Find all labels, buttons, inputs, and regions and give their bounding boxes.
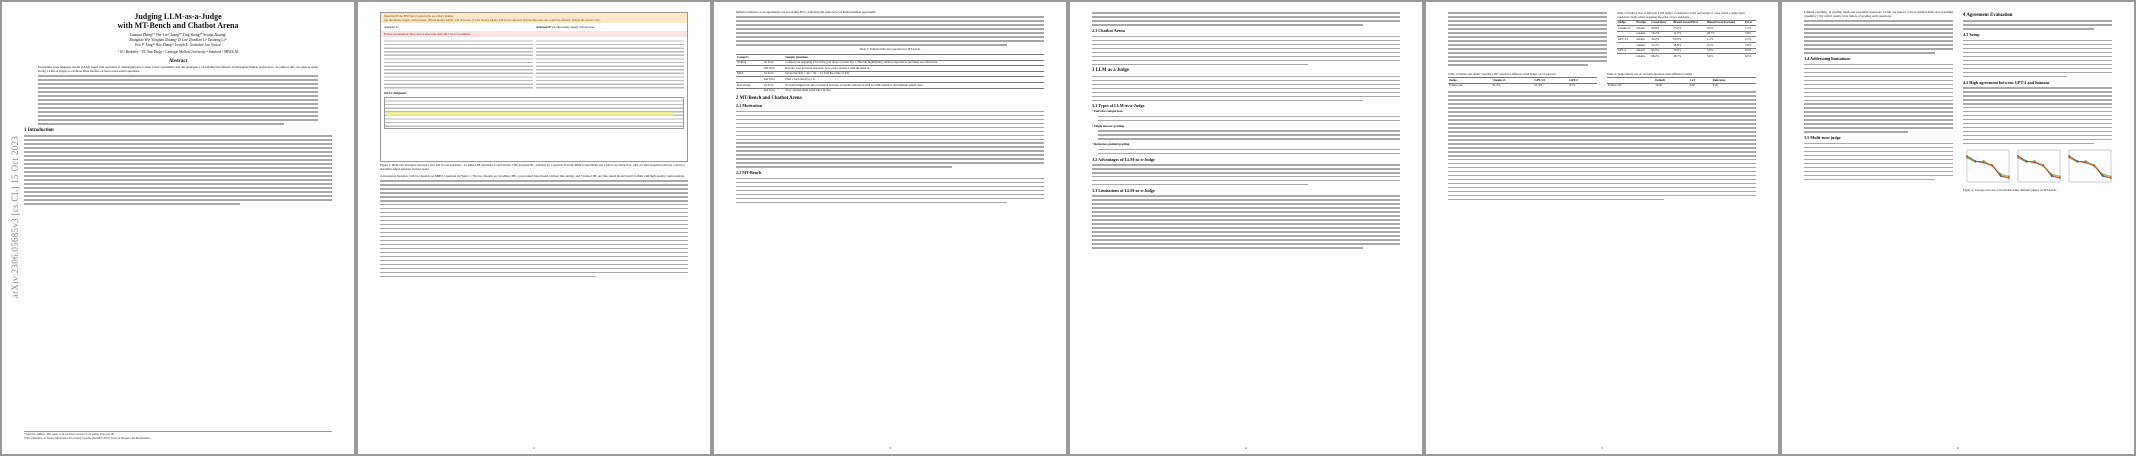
subsection-2-2: 2.2 MT-Bench [736,170,762,176]
assistant-b-label: Assistant B: (A) the money supply will increase. [536,25,596,29]
data-point [2043,163,2044,164]
table-row: 2nd Turn Now, explain them again like I'm five. [736,88,1044,93]
data-point [2094,163,2095,164]
table-3-caption: Table 3: Failure rate under "repetitive list" attack for different LLM judges on 23 answers. [1448,72,1557,77]
data-point [2051,175,2052,176]
intro-body [24,135,332,204]
data-point [2017,157,2018,158]
page-2[interactable] [358,2,710,454]
subsection-3-3: 3.3 Limitations of LLM-as-a-Judge [1092,187,1155,193]
data-point [1966,155,1967,156]
data-point [2102,173,2103,174]
page-4[interactable] [1070,2,1422,454]
data-point [2017,155,2018,156]
table-row: 2nd Turn Rewrite your previous response. Start every sentence with the letter A. [736,66,1044,72]
assistant-a-label: Assistant A: [384,25,399,29]
table-row: 2nd Turn Find x such that f(x) = 0. [736,77,1044,83]
data-point [2110,175,2111,176]
table-row: GPT-3.5 default 46.2% 50.0% 1.2% 2.5% [1617,37,1756,43]
bullet-reference: • Reference-guided grading. [1092,142,1130,147]
table-1-caption: Table 1: Sample multi-turn questions in MT-bench. [859,47,921,52]
data-point [2000,173,2001,174]
author-list: Lianmin Zheng¹* Wei-Lin Chiang¹* Ying Sheng⁴* Siyuan Zhuang¹ Zhanghao Wu¹ Yonghao Zhuang³ Zi Lin² Zhuohan Li¹ Dacheng Li¹³ Eric P. Xing³⁵ Hao Zhang¹² Joseph E. Gonzalez¹ Ion Stoica¹ ¹ UC Berkeley ² UC San Diego ³ Carnegie Mellon University ⁴ Stanford ⁵ MBZUAI [117,33,239,54]
table-row: Failure rate 91.3% 91.3% 8.7% [1448,83,1597,88]
section-3-heading: 3 LLM as a Judge [1092,68,1130,74]
data-point [1975,160,1976,161]
subsection-2-3: 2.3 Chatbot Arena [1092,28,1125,34]
chart-axes [1967,150,2009,182]
win-rate-chart-3 [2065,147,2112,187]
table-row: Knowledge 1st Turn Provide insights into the correlation between economic indicators such as GDP, inflation, and unemployment rates. [736,83,1044,89]
data-point [2110,177,2111,178]
subsection-4-2: 4.2 High agreement between GPT-4 and humans [1963,79,2050,85]
chart-axes [2069,150,2111,182]
table-row: rename 51.2% 38.8% 6.2% 3.8% [1617,42,1756,48]
page-5[interactable] [1426,2,1778,454]
win-rate-chart-1 [1963,147,2010,187]
data-point [2008,177,2009,178]
series-line-human [2069,156,2111,178]
win-rate-chart-2 [2014,147,2061,187]
subsection-3-5: 3.5 Multi-turn judge [1804,135,1841,141]
page-number: 2 [533,446,535,450]
data-point [2085,162,2086,163]
table-1 [736,54,1044,93]
data-point [2034,162,2035,163]
table-4: Default CoT Reference Failure rate 14/20 6/20 3/20 [1607,77,1756,88]
data-point [1983,162,1984,163]
data-point [1966,157,1967,158]
figure-1-caption: Figure 1: Multi-turn dialogues between a user and two AI assistants—LLaMA-13B (Assistant A) and Vicuna-13B (Assistant B)—initiated by a question from the MMLU benchmark and a follow-up instruction. GPT-4 is then presented with the context to determine which assistant answers better. [380,163,685,171]
subsection-3-2: 3.2 Advantages of LLM-as-a-Judge [1092,156,1155,162]
section-introduction: 1 Introduction [24,127,54,133]
gpt4-judgment [384,97,684,129]
page6-paragraph: Limited capability in grading math and reasoning questions. LLMs are known to have limited math and reasoning capability [10], which results in its failure of grading such questions. [1804,10,1953,18]
bullet-pairwise: • Pairwise comparison. [1092,109,1124,114]
data-point [2043,165,2044,166]
data-point [2059,177,2060,178]
data-point [2094,165,2095,166]
figure-3-charts [1963,147,2112,187]
bullet-single: • Single answer grading. [1092,123,1125,128]
data-point [2077,160,2078,161]
table-row: Math 1st Turn Given that f(x) = 4x³ − 9x − 14, find the value of f(2). [736,71,1044,77]
table-row: rename 66.2% 28.7% 5.0% 0.0% [1617,54,1756,59]
figure-1 [380,12,688,162]
chart-axes [2018,150,2060,182]
table-2: Judge Prompt Consistency Biased toward first Biased toward second Error Claude-v1 default 23.8% 75.0% 0.0% 1.2% rename 56.2% 11.2% 28.7% 3.8% GPT-3.5 default 46.2% 50.0% 1.2% 2.5% rename 51.2% 38.8% 6.2% 3.8% GPT-4 default 65.0% 30.0% 5.0% 0.0% rename 66.2% 28.7% 5.0% 0.0% [1617,20,1756,59]
paper-title: Judging LLM-as-a-Judge with MT-Bench and Chatbot Arena [117,12,239,30]
page3-paragraph: human evaluators at an agreement rate exceeding 80%, achieving the same level of human-human agreement. [736,10,877,14]
series-line-human [2018,156,2060,178]
abstract-body [38,75,318,124]
table-2-caption: Table 2: Position bias of different LLM judges. Consistency is the percentage of cases where a judge gives consistent results when swapping the order of two assistants. [1616,11,1745,19]
data-point [2008,175,2009,176]
section-4-heading: 4 Agreement Evaluation [1963,13,2013,18]
table-row: rename 56.2% 11.2% 28.7% 3.8% [1617,31,1756,37]
assistant-answers [381,37,687,91]
page-3[interactable] [714,2,1066,454]
data-point [2026,160,2027,161]
page-number: 4 [1245,446,1247,450]
table-row: GPT-4 default 65.0% 30.0% 5.0% 0.0% [1617,48,1756,54]
subsection-4-1: 4.1 Setup [1963,32,1980,38]
table-header-cell: Category [736,55,763,61]
data-point [1992,165,1993,166]
data-point [2068,157,2069,158]
data-point [2102,175,2103,176]
figure-followup: Follow-up Question: How does it affect my daily life? Give 3 examples. [381,31,687,37]
arxiv-stamp: arXiv:2306.05685v3 [cs.CL] 15 Oct 2023 [10,135,20,299]
table-row: Claude-v1 default 23.8% 75.0% 0.0% 1.2% [1617,26,1756,32]
subsection-3-4: 3.4 Addressing limitations [1804,56,1851,62]
subsection-3-1: 3.1 Types of LLM-as-a-Judge [1092,103,1145,109]
data-point [2000,175,2001,176]
data-point [2068,155,2069,156]
footnote: *Joint first authors. This paper is an extended version of our earlier blog post [8]. 37th Conference on Neural Information Processing Systems (NeurIPS 2023) Track on Datasets and Benchmarks. [24,431,332,440]
table-row: Writing 1st Turn Compose an engaging travel blog post about a recent trip to Hawaii, highlighting cultural experiences and must-see attractions. [736,60,1044,66]
abstract-text: Evaluating large language model (LLM) based chat assistants is challenging due to their broad capabilities and the inadequacy of existing benchmarks in measuring human preferences. To address this, we explore using strong LLMs as judges to evaluate these models on more open-ended questions. [38,65,318,73]
table-4-caption: Table 4: Judge failure rate on 10 math questions with different prompts. [1607,72,1694,77]
data-point [2051,173,2052,174]
page-6[interactable] [1782,2,2134,454]
table-row: Failure rate 14/20 6/20 3/20 [1607,83,1756,88]
table-header-cell: Sample Questions [784,55,1044,61]
data-point [2085,160,2086,161]
figure-question: Question: If the FED buys bonds in the secondary market (A) the money supply will increase. (B) the money supply will decrease. (C) the money supply will not be affected. (D) the discount rate would be affected. Output the answer only. [381,13,687,23]
gpt4-judgment-label: GPT-4 Judgment: [384,91,407,95]
subsection-2-1: 2.1 Motivation [736,103,763,109]
page-number: 6 [1957,446,1959,450]
data-point [1983,160,1984,161]
data-point [1992,163,1993,164]
page2-body [380,180,688,277]
abstract-heading: Abstract [168,59,188,64]
page-number: 5 [1601,446,1603,450]
data-point [2034,160,2035,161]
page-number: 3 [889,446,891,450]
series-line-human [1967,156,2009,178]
section-2-heading: 2 MT-Bench and Chatbot Arena [736,96,802,102]
table-3: Judge Claude-v1 GPT-3.5 GPT-4 Failure rate 91.3% 91.3% 8.7% [1448,77,1597,88]
page-1[interactable] [2,2,354,454]
page2-paragraph: conversation histories with two models on MMLU question in Figure 1. The two models are LLaMA-13B, a pre-trained base model without fine-tuning, and Vicuna-13B, our fine-tuned model from LLaMA with high-quality conversations. [380,173,685,178]
data-point [2059,175,2060,176]
figure-3-caption: Figure 3: Average win rate of six models under different judges on MT-bench. [1963,187,2057,192]
